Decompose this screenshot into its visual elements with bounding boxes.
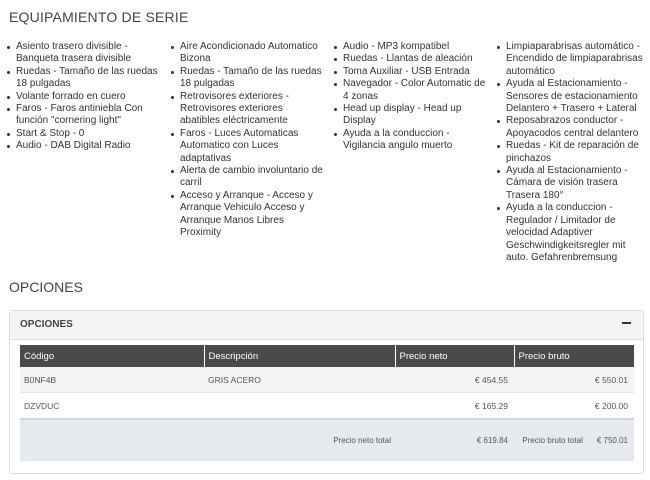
list-item: Ruedas - Llantas de aleación — [332, 53, 488, 65]
column-header-codigo[interactable]: Código — [20, 345, 204, 367]
list-item: Retrovisores exteriores - Retrovisores exteriores abatibles eléctricamente — [169, 91, 325, 128]
table-row[interactable] — [20, 367, 634, 393]
cell-descripcion — [204, 393, 395, 420]
list-item: Ayuda al Estacionamiento - Sensores de estacionamiento Delantero + Trasero + Lateral — [495, 78, 647, 115]
equipment-column-4 — [495, 41, 647, 264]
total-bruto-label: Precio bruto total — [522, 436, 583, 445]
list-item: Limpiaparabrisas automático - Encendido de limpiaparabrisas automático — [495, 41, 647, 78]
list-item: Ayuda al Estacionamiento - Cámara de visión trasera Trasera 180° — [495, 165, 647, 202]
list-item: Start & Stop - 0 — [5, 128, 163, 140]
list-item: Acceso y Arranque - Acceso y Arranque Vehiculo Acceso y Arranque Manos Libres Proximity — [169, 190, 325, 240]
equipment-column-3 — [332, 41, 488, 153]
list-item: Head up display - Head up Display — [332, 103, 488, 128]
cell-codigo: DZVDUC — [20, 393, 204, 420]
list-item: Ruedas - Tamaño de las ruedas 18 pulgadas — [5, 66, 163, 91]
total-neto-value: € 619.84 — [395, 419, 514, 461]
cell-codigo: B0NF4B — [20, 367, 204, 393]
list-item: Ruedas - Kit de reparación de pinchazos — [495, 140, 647, 165]
cell-precio-bruto: € 200.00 — [514, 393, 634, 420]
opciones-panel — [9, 310, 644, 474]
list-item: Volante forrado en cuero — [5, 91, 163, 103]
list-item: Ayuda a la conduccion - Vigilancia angulo muerto — [332, 128, 488, 153]
collapse-icon[interactable] — [622, 318, 631, 327]
options-table — [20, 345, 634, 461]
list-item: Aire Acondicionado Automatico Bizona — [169, 41, 325, 66]
list-item: Faros - Faros antiniebla Con función "cornering light" — [5, 103, 163, 128]
list-item: Alerta de cambio involuntario de carril — [169, 165, 325, 190]
list-item: Audio - DAB Digital Radio — [5, 140, 163, 152]
column-header-precio-bruto[interactable]: Precio bruto — [514, 345, 634, 367]
column-header-precio-neto[interactable]: Precio neto — [395, 345, 514, 367]
total-bruto — [514, 419, 634, 461]
total-neto-label: Precio neto total — [204, 419, 395, 461]
total-bruto-value: € 750.01 — [596, 436, 628, 445]
list-item: Audio - MP3 kompatibel — [332, 41, 488, 53]
equipment-column-1 — [5, 41, 163, 153]
list-item: Navegador - Color Automatic de 4 zonas — [332, 78, 488, 103]
equipamiento-title: EQUIPAMIENTO DE SERIE — [9, 9, 189, 25]
list-item: Ayuda a la conduccion - Regulador / Limitador de velocidad Adaptiver Geschwindigkeitsregler mit auto. Gefahrenbremsung — [495, 202, 647, 264]
list-item: Ruedas - Tamaño de las ruedas 18 pulgadas — [169, 66, 325, 91]
table-row[interactable] — [20, 393, 634, 420]
panel-title: OPCIONES — [20, 319, 73, 330]
panel-header[interactable] — [10, 311, 643, 340]
opciones-title: OPCIONES — [9, 279, 83, 295]
column-header-descripcion[interactable]: Descripción — [204, 345, 395, 367]
equipment-column-2 — [169, 41, 325, 240]
totals-row — [20, 419, 634, 461]
list-item: Asiento trasero divisible - Banqueta trasera divisible — [5, 41, 163, 66]
cell-descripcion: GRIS ACERO — [204, 367, 395, 393]
list-item: Toma Auxiliar - USB Entrada — [332, 66, 488, 78]
list-item: Faros - Luces Automaticas Automatico con Luces adaptativas — [169, 128, 325, 165]
cell-precio-neto: € 165.29 — [395, 393, 514, 420]
list-item: Reposabrazos conductor - Apoyacodos central delantero — [495, 115, 647, 140]
cell-precio-neto: € 454.55 — [395, 367, 514, 393]
cell-precio-bruto: € 550.01 — [514, 367, 634, 393]
table-header-row — [20, 345, 634, 367]
